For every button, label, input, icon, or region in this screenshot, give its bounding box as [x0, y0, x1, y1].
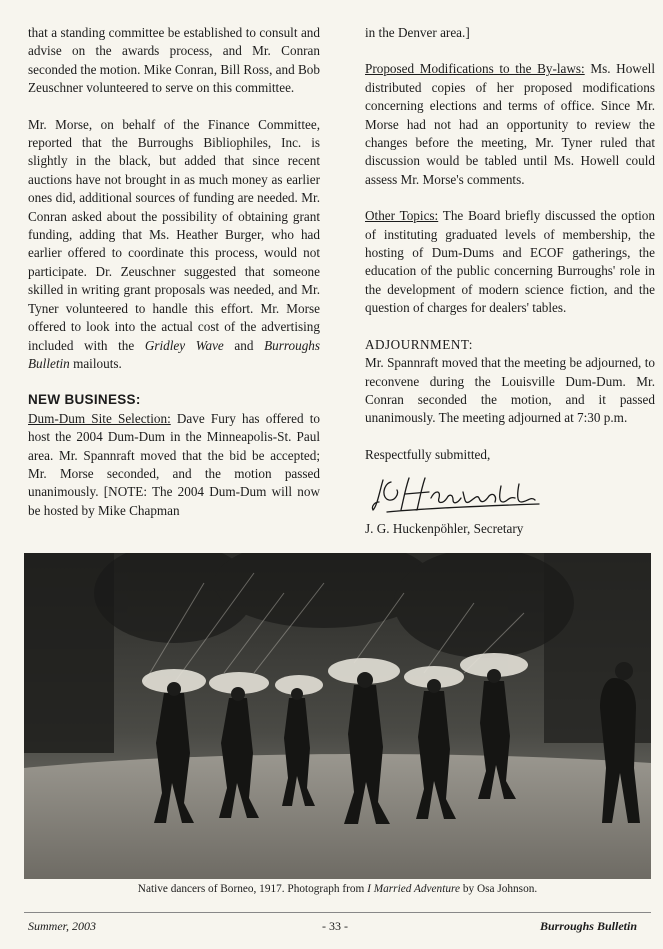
adjournment-heading: ADJOURNMENT:: [365, 336, 473, 352]
gridley-wave-title: Gridley Wave: [144, 337, 224, 353]
handwritten-signature: [369, 472, 549, 516]
footer-publication: Burroughs Bulletin: [539, 919, 637, 933]
dumdum-site-label: Dum-Dum Site Selection:: [28, 410, 171, 426]
bylaws-paragraph: [365, 60, 655, 189]
finance-and: and: [223, 337, 265, 353]
finance-text: Mr. Morse, on behalf of the Finance Committee, reported that the Burroughs Bibliophiles, Inc. is slightly in the black, but added that since recent auctions have not brought in as much money as earlier ones did, additional sources of funding are needed. Mr. Conran asked about the possibility of obtaining grant funding, adding that Ms. Heather Burger, who had earlier offered to coordinate this process, would not participate. Dr. Zeuschner suggested that someone skilled in writing grant proposals was needed, and Mr. Tyner volunteered to handle this effort. Mr. Morse offered to look into the actual cost of the advertising included with the: [28, 116, 320, 353]
burroughs-bulletin-title: Burroughs Bulletin: [28, 337, 321, 371]
awards-committee-paragraph: that a standing committee be established to consult and advise on the awards process, and Mr. Conran seconded the motion. Mike Conran, Bill Ross, and Bob Zeuschner volunteered to serve on this committee.: [28, 25, 320, 96]
other-topics-paragraph: [365, 207, 655, 317]
footer-issue: Summer, 2003: [28, 919, 96, 933]
closing-line: Respectfully submitted,: [365, 446, 491, 462]
finance-end: mailouts.: [69, 355, 122, 371]
other-topics-label: Other Topics:: [365, 208, 439, 224]
finance-committee-paragraph: [28, 116, 320, 374]
photo-caption: [24, 883, 651, 895]
dumdum-site-text: Dave Fury has offered to host the 2004 Dum-Dum in the Minneapolis-St. Paul area. Mr. Spannraft moved that the bid be accepted; Mr. Morse seconded, and the motion passed unanimously. [NOTE: The 2004 Dum-Dum will now be hosted by Mike Chapman: [28, 410, 320, 518]
bylaws-text: Ms. Howell distributed copies of her proposed modifications concerning elections and terms of office. Since Mr. Morse had not had an opportunity to review the changes before the meeting, Mr. Tyner ruled that discussion would be tabled until Ms. Howell could assess Mr. Morse's comments.: [365, 61, 655, 187]
photo-illustration: [24, 553, 651, 879]
borneo-dancers-photo: [24, 553, 651, 879]
bylaws-label: Proposed Modifications to the By-laws:: [365, 61, 585, 77]
signatory-line: J. G. Huckenpöhler, Secretary: [365, 521, 524, 537]
page-number: - 33 -: [322, 919, 348, 933]
new-business-heading: NEW BUSINESS:: [28, 392, 141, 408]
denver-continuation: in the Denver area.]: [365, 25, 470, 40]
left-column: [28, 24, 320, 520]
adjournment-paragraph: Mr. Spannraft moved that the meeting be adjourned, to reconvene during the Louisville Dum-Dum. Mr. Conran seconded the motion, and it passed unanimously. The meeting adjourned at 7:30 p.m.: [365, 355, 655, 426]
footer-rule: [24, 912, 651, 913]
dumdum-site-paragraph: [28, 410, 320, 520]
caption-author: by Osa Johnson.: [460, 883, 538, 895]
caption-book-title: I Married Adventure: [367, 883, 460, 895]
other-topics-text: The Board briefly discussed the option of instituting graduated levels of membership, the hosting of Dum-Dums and ECOF gatherings, the education of the public concerning Burroughs' role in the development of modern science fiction, and the question of charges for dealers' tables.: [365, 208, 655, 316]
caption-text: Native dancers of Borneo, 1917. Photograph from: [137, 883, 368, 895]
right-column: [365, 24, 655, 539]
